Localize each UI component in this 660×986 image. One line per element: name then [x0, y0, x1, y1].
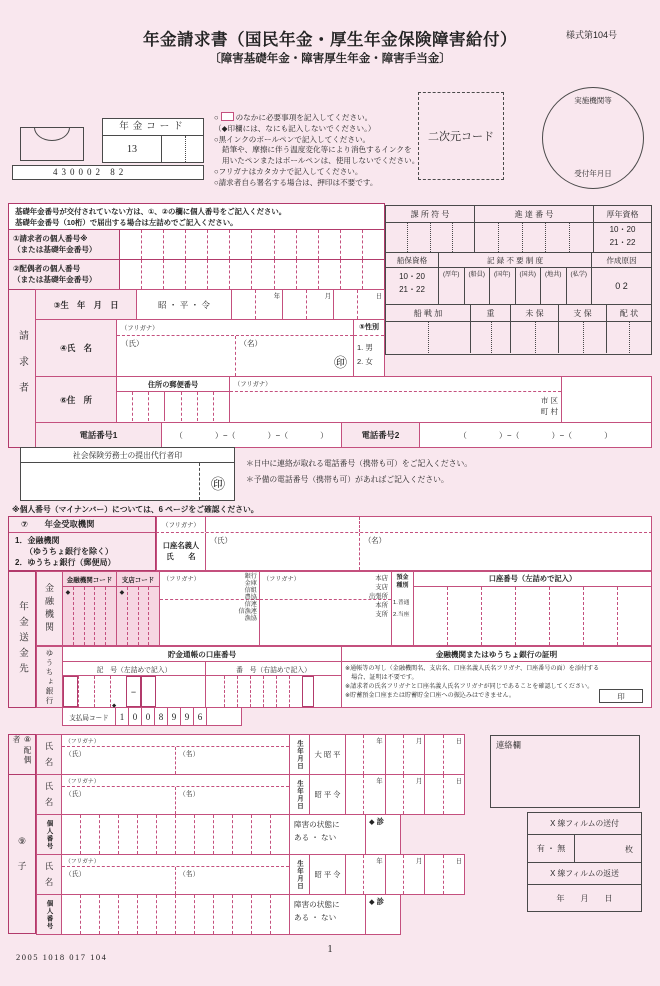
bank-codes-block: [63, 572, 159, 645]
office-bottom-cells[interactable]: [386, 322, 651, 353]
bank-type-list[interactable]: 銀行 金庫 信組 農協 信連 信漁連 漁協: [238, 573, 257, 622]
pay-office-digit: 0: [128, 708, 141, 725]
yucho-row: [36, 646, 652, 708]
xray-count-cell[interactable]: 枚: [574, 835, 641, 862]
name-label: 氏 名: [44, 741, 54, 767]
instructions: [214, 112, 426, 188]
xray-return-date[interactable]: 年 月 日: [556, 893, 613, 903]
office-header-shiho: 支 保: [558, 305, 606, 321]
certification-seal-box[interactable]: 印: [599, 689, 643, 703]
office-header-senpo: 船保資格: [396, 255, 428, 265]
diamond-mark: ◆: [65, 590, 71, 596]
claimant-mynumber-row: [8, 229, 385, 260]
deposit-type-column[interactable]: [391, 572, 413, 645]
sakusei-value: 0 2: [591, 268, 651, 304]
address-label: ⑥住 所: [60, 394, 92, 405]
instruction-line: ○黒インクのボールペンで記入してください。: [214, 134, 371, 144]
yucho-side-label: ゆうちょ銀行: [37, 647, 63, 707]
claimant-name-field[interactable]: [116, 320, 353, 376]
dash-cell: −: [126, 676, 141, 707]
tel1-label: 電話番号1: [79, 430, 118, 440]
row1-label: ①請求者の個人番号※ （または基礎年金番号）: [13, 234, 97, 255]
deposit-label: 預金 種別: [396, 575, 409, 590]
birth-label: ③生 年 月 日: [53, 299, 119, 310]
claimant-side-label: 請求者: [8, 289, 36, 448]
form-title: 年金請求書（国民年金・厚生年金保険障害給付）: [143, 31, 517, 49]
birth-date-cells[interactable]: 年 月 日: [231, 290, 384, 319]
footer-code: 2005 1018 017 104: [16, 952, 108, 962]
holder-furigana-mei[interactable]: [359, 517, 651, 532]
pension-code-cell[interactable]: [161, 136, 185, 162]
passbook-block: [63, 647, 341, 707]
instruction-line: （◆印欄には、なにも記入しないでください。）: [214, 123, 376, 133]
pay-office-digit: 9: [167, 708, 180, 725]
instruction-line: ○請求者自ら署名する場合は、押印は不要です。: [214, 177, 378, 187]
blank-box-glyph: [221, 112, 234, 121]
name-label: 氏 名: [44, 781, 54, 807]
document-number: 430002 82: [12, 165, 204, 180]
postal-code-block: [116, 377, 229, 422]
contact-notes-box[interactable]: 連絡欄: [490, 735, 640, 808]
holder-mei-field[interactable]: （名）: [359, 533, 651, 570]
xray-send-label: X 線フィルムの送付: [528, 813, 641, 835]
shintatsu-cells[interactable]: [474, 223, 593, 252]
holder-furigana-sei[interactable]: [206, 517, 359, 532]
holder-sei-field[interactable]: （氏）: [210, 536, 232, 545]
row2-label: ②配偶者の個人番号 （または基礎年金番号）: [13, 264, 97, 285]
stamp-date-label: 受付年月日: [574, 169, 612, 178]
xray-yes-no[interactable]: 有 ・ 無: [536, 844, 566, 853]
instruction-line: 用いたペンまたはボールペンは、使用しないでください。: [222, 156, 420, 166]
holder-furigana-row: [156, 516, 652, 533]
bank-institution-row: [36, 571, 652, 646]
spouse-number-cells[interactable]: [120, 260, 384, 289]
pay-office-row: [62, 703, 242, 726]
mei-label: （名）: [235, 336, 354, 376]
mynumber-note: ※個人番号（マイナンバー）については、6 ページをご確認ください。: [12, 505, 259, 514]
child2-birth-cells[interactable]: 年 月 日: [345, 855, 464, 894]
office-header-kasho: 課 所 符 号: [410, 209, 450, 219]
account-number-block: [413, 572, 651, 645]
name-label: ④氏 名: [60, 343, 92, 353]
office-header-shintatsu: 進 達 番 号: [474, 206, 593, 222]
office-header-ju: 重: [470, 305, 510, 321]
spouse-name-field[interactable]: （フリガナ） （氏） （名）: [61, 735, 289, 774]
pension-code-cell[interactable]: [185, 136, 203, 162]
diagnosis-cell: ◆ 診: [365, 815, 400, 854]
child2-name-row: [36, 854, 465, 895]
certification-notes: ※通帳等の写し（金融機関名、支店名、口座名義人氏名フリガナ、口座番号の面）を添付する 場合、証明は不要です。 ※請求者の氏名フリガナと口座名義人氏名フリガナが同じであることを確認してください。 ※貯蓄預金口座または貯蓄貯金口座への振込みはできません。: [345, 665, 600, 700]
address-field[interactable]: [229, 377, 561, 422]
child1-name-row: [36, 774, 465, 815]
pay-office-digit: 1: [115, 708, 128, 725]
bank-name-field[interactable]: [159, 572, 259, 645]
receipt-stamp-circle: [542, 87, 644, 189]
spouse-side-label: ⑧配偶者: [8, 734, 36, 775]
birth-label: 生年月日: [289, 855, 309, 894]
form-subtitle: 〔障害基礎年金・障害厚生年金・障害手当金〕: [209, 53, 451, 65]
basic-pension-note: 基礎年金番号が交付されていない方は、①、②の欄に個人番号をご記入ください。 基礎年金番号（10桁）で届出する場合は左詰めでご記入ください。: [8, 203, 385, 230]
furigana-label: （フリガナ）: [117, 320, 353, 336]
child1-number-cells[interactable]: [62, 815, 289, 854]
child1-birth-cells[interactable]: 年 月 日: [345, 775, 464, 814]
circle-bullet: ○: [214, 113, 219, 122]
instruction-line: ○フリガナはカタカナで記入してください。: [214, 166, 363, 176]
birth-label: 生年月日: [289, 775, 309, 814]
pay-office-digit: 0: [141, 708, 154, 725]
office-header-haijo: 配 状: [606, 305, 651, 321]
era-select[interactable]: 昭 平 令: [309, 775, 345, 814]
tel2-field[interactable]: （ ）−（ ）−（ ）: [419, 423, 651, 447]
era-select[interactable]: 昭 平 令: [309, 855, 345, 894]
passbook-label: 貯金通帳の口座番号: [63, 647, 341, 662]
office-header-miho: 未 保: [510, 305, 558, 321]
kigo-label: 記 号（左詰めで記入）: [63, 662, 206, 675]
gender-column: [353, 320, 384, 376]
pay-office-digit: 8: [154, 708, 167, 725]
agent-label: 社会保険労務士の提出代行者印: [21, 448, 234, 463]
bank-code-cells: [63, 587, 116, 645]
bango-label: 番 号（右詰めで記入）: [236, 666, 311, 674]
diamond-mark: ◆: [119, 590, 125, 596]
pension-code-table: [102, 118, 204, 163]
holder-name-row: [156, 533, 652, 571]
branch-code-cells: [116, 587, 159, 645]
phone-notes: ＊日中に連絡が取れる電話番号（携帯も可）をご記入ください。 ＊予備の電話番号（携帯も可）があればご記入ください。: [246, 459, 473, 484]
stamp-agency-label: 実施機関等: [574, 96, 612, 105]
name-label: 氏 名: [44, 861, 54, 887]
furigana-label: （フリガナ）: [62, 775, 289, 787]
agent-seal-box: [20, 447, 235, 501]
branch-type-list[interactable]: 本店 支店 出張所 本所 支所: [368, 575, 388, 618]
tel2-label: 電話番号2: [341, 423, 419, 447]
child2-number-cells[interactable]: [62, 895, 289, 934]
disability-select[interactable]: 障害の状態に ある ・ ない: [289, 815, 365, 854]
sei-label: （氏）: [121, 339, 144, 348]
diamond-mark: ◆: [112, 703, 117, 709]
claimant-name-row: [35, 319, 385, 377]
pension-code-value[interactable]: 13: [127, 143, 137, 155]
certification-title: 金融機関またはゆうちょ銀行の証明: [342, 647, 651, 662]
qr-code-placeholder: 二次元コード: [418, 92, 504, 180]
pension-code-label: 年金コード: [103, 119, 203, 136]
kasho-cells[interactable]: [386, 223, 474, 252]
kigo-cells[interactable]: [63, 676, 206, 707]
branch-code-label: 支店コード: [116, 572, 159, 586]
era-select[interactable]: 大 昭 平: [309, 735, 345, 774]
gender-options[interactable]: 1. 男 2. 女: [357, 343, 373, 367]
instruction-line: 鉛筆や、摩擦に伴う温度変化等により消色するインクを: [222, 145, 412, 155]
era-select[interactable]: 昭 ・ 平 ・ 令: [136, 290, 231, 319]
pay-office-label: 支払局コード: [69, 714, 109, 722]
agent-seal-area[interactable]: [21, 463, 234, 500]
xray-return-label: X 線フィルムの返送: [528, 863, 641, 885]
spouse-mynumber-row: [8, 259, 385, 290]
office-use-table: [385, 205, 652, 355]
child2-name-field[interactable]: （フリガナ） （氏） （名）: [61, 855, 289, 894]
office-header-kiroku: 記 録 不 要 制 度: [438, 253, 591, 267]
deposit-options[interactable]: 1.普通 2.当座: [393, 600, 410, 618]
furigana-label: （フリガナ）: [62, 735, 289, 747]
cutout-mark: [20, 127, 84, 161]
diagnosis-cell: ◆ 診: [365, 895, 400, 934]
child2-number-row: [36, 894, 401, 935]
bank-section-header: [8, 516, 156, 571]
city-ward-label: 市 区 町 村: [540, 396, 558, 416]
form-number: 様式第104号: [566, 30, 618, 40]
instruction-text: のなかに必要事項を記入してください。: [235, 113, 373, 122]
account-number-cells[interactable]: [414, 587, 651, 645]
spouse-name-row: [36, 734, 465, 775]
mynumber-label: 個人番号: [45, 899, 53, 930]
pay-office-digit: 6: [193, 708, 206, 725]
gender-label: ⑤性別: [354, 320, 384, 336]
mynumber-label: 個人番号: [45, 819, 53, 850]
child-side-label: ⑨ 子: [8, 774, 36, 934]
bank-title: ⑦ 年金受取機関: [9, 517, 155, 533]
furigana-label: （フリガナ）: [230, 377, 561, 392]
account-label: 口座番号（左詰めで記入）: [414, 572, 651, 587]
postal-label: 住所の郵便番号: [117, 377, 229, 392]
furigana-label: （フリガナ）: [157, 517, 206, 532]
spouse-birth-cells[interactable]: 年 月 日: [345, 735, 464, 774]
page-number: 1: [327, 944, 333, 955]
furigana-label: （フリガナ）: [260, 572, 391, 600]
postal-cells[interactable]: [117, 392, 229, 421]
disability-select[interactable]: 障害の状態に ある ・ ない: [289, 895, 365, 934]
holder-label: 口座名義人 氏 名: [157, 533, 206, 570]
address-extra-field[interactable]: [561, 377, 651, 422]
claimant-birth-row: [35, 289, 385, 320]
konen-values: 10・20 21・22: [593, 223, 651, 252]
xray-table: [527, 812, 642, 912]
bank-code-label: 金融機関コード: [63, 572, 116, 586]
child1-name-field[interactable]: （フリガナ） （氏） （名）: [61, 775, 289, 814]
seal-mark[interactable]: ㊞: [333, 355, 347, 370]
office-header-konen: 厚年資格: [593, 206, 651, 222]
kiroku-cells[interactable]: (厚年) (船員) (国年) (国共) (地共) (私学): [438, 268, 591, 304]
office-header-sakusei: 作成原因: [591, 253, 651, 267]
instruction-line: [214, 112, 426, 124]
furigana-label: （フリガナ）: [62, 855, 289, 867]
cutout-notch: [34, 127, 70, 141]
birth-label: 生年月日: [289, 735, 309, 774]
seal-mark[interactable]: ㊞: [211, 476, 225, 492]
claimant-number-cells[interactable]: [120, 230, 384, 259]
bank-side-label: 金融機関: [37, 572, 63, 645]
bango-cells[interactable]: [206, 676, 341, 707]
branch-name-field[interactable]: [259, 572, 391, 645]
child1-number-row: [36, 814, 401, 855]
remittance-side-label: 年金送金先: [8, 571, 36, 708]
senpo-values: 10・20 21・22: [399, 272, 425, 294]
certification-block: [341, 647, 651, 707]
tel1-field[interactable]: （ ）−（ ）−（ ）: [161, 423, 341, 447]
furigana-label: （フリガナ）: [160, 572, 259, 600]
office-header-sensen: 船 戦 加: [413, 308, 443, 318]
pay-office-digit: 9: [180, 708, 193, 725]
seal-divider: [199, 463, 200, 500]
claimant-address-row: [35, 376, 652, 423]
bank-options[interactable]: 1．金融機関 （ゆうちょ銀行を除く） 2．ゆうちょ銀行（郵便局）: [15, 536, 116, 567]
phone-row: [35, 422, 652, 448]
